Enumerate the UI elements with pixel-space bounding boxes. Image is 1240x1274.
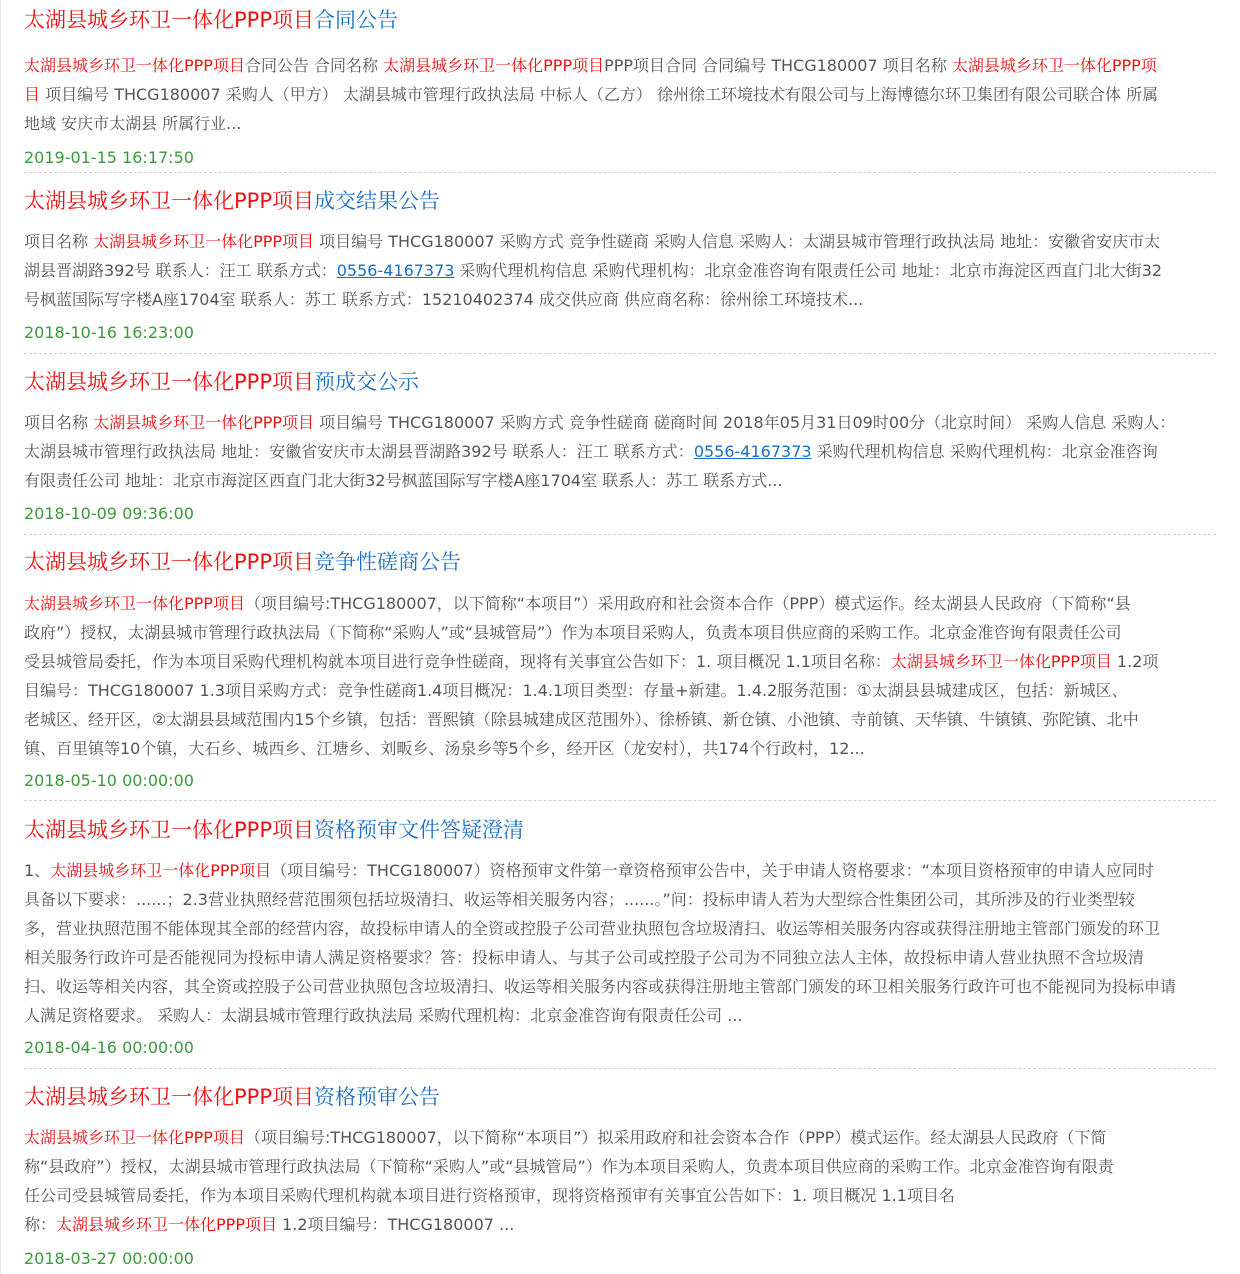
summary-text: （项目编号:THCG180007，以下简称“本项目”）拟采用政府和社会资本合作（PPP）模式运作。经太湖县人民政府（下简 (244, 1128, 1107, 1147)
result-summary (24, 51, 1216, 138)
summary-text: 号枫蓝国际写字楼A座1704室 联系人：苏工 联系方式：15210402374 成交供应商 供应商名称：徐州徐工环境技术... (24, 290, 864, 309)
summary-line (24, 408, 1216, 437)
summary-text: 多，营业执照范围不能体现其全部的经营内容，故投标申请人的全资或控股子公司营业执照包含垃圾清扫、收运等相关服务内容或获得注册地主管部门颁发的环卫 (24, 919, 1161, 938)
summary-line (24, 437, 1216, 466)
keyword-highlight: 目 (24, 85, 41, 104)
summary-text: 具备以下要求：......；2.3营业执照经营范围须包括垃圾清扫、收运等相关服务内容；......。”问：投标申请人若为大型综合性集团公司，其所涉及的行业类型较 (24, 890, 1135, 909)
title-suffix: 成交结果公告 (314, 189, 440, 213)
summary-text: 项目编号 THCG180007 采购方式 竞争性磋商 磋商时间 2018年05月31日09时00分（北京时间） 采购人信息 采购人： (314, 413, 1176, 432)
result-summary (24, 1123, 1216, 1239)
keyword-highlight: 太湖县城乡环卫一体化PPP项目 (50, 861, 272, 880)
result-title-link[interactable] (24, 6, 398, 34)
summary-text: 任公司受县城管局委托，作为本项目采购代理机构就本项目进行资格预审，现将资格预审有关事宜公告如下：1. 项目概况 1.1项目名 (24, 1186, 955, 1205)
result-title-link[interactable] (24, 548, 461, 576)
keyword-highlight: 太湖县城乡环卫一体化PPP项目 (93, 413, 315, 432)
keyword-highlight: 太湖县城乡环卫一体化PPP项目 (24, 594, 245, 613)
summary-text: 采购代理机构信息 采购代理机构：北京金准咨询 (811, 442, 1158, 461)
title-suffix: 资格预审文件答疑澄清 (314, 818, 524, 842)
summary-line (24, 227, 1216, 256)
title-suffix: 资格预审公告 (314, 1085, 440, 1109)
summary-text: 镇、百里镇等10个镇，大石乡、城西乡、江塘乡、刘畈乡、汤泉乡等5个乡，经开区（龙安村），共174个行政村，12... (24, 739, 865, 758)
title-suffix: 预成交公示 (314, 370, 419, 394)
summary-text: 称： (24, 1215, 57, 1234)
result-summary (24, 227, 1216, 314)
title-keyword: 太湖县城乡环卫一体化PPP项目 (24, 1085, 314, 1109)
summary-text: 合同公告 合同名称 (244, 56, 384, 75)
title-keyword: 太湖县城乡环卫一体化PPP项目 (24, 818, 314, 842)
summary-line (24, 256, 1216, 285)
summary-text: 人满足资格要求。 采购人：太湖县城市管理行政执法局 采购代理机构：北京金准咨询有限责任公司 ... (24, 1006, 743, 1025)
result-item (24, 6, 1216, 173)
summary-text: （项目编号:THCG180007，以下简称“本项目”）采用政府和社会资本合作（PPP）模式运作。经太湖县人民政府（下简称“县 (244, 594, 1131, 613)
result-date: 2018-10-16 16:23:00 (24, 323, 194, 342)
result-date: 2018-10-09 09:36:00 (24, 504, 194, 523)
summary-line (24, 972, 1216, 1001)
summary-line (24, 1181, 1216, 1210)
result-summary (24, 589, 1216, 763)
result-item (24, 368, 1216, 535)
result-title-link[interactable] (24, 187, 440, 215)
summary-text: 1.2项 (1111, 652, 1159, 671)
summary-text: 相关服务行政许可是否能视同为投标申请人满足资格要求？答：投标申请人、与其子公司或控股子公司为不同独立法人主体，故投标申请人营业执照不含垃圾清 (24, 948, 1145, 967)
summary-text: 扫、收运等相关内容，其全资或控股子公司营业执照包含垃圾清扫、收运等相关服务内容或获得注册地主管部门颁发的环卫相关服务行政许可也不能视同为投标申请 (24, 977, 1177, 996)
summary-line (24, 705, 1216, 734)
summary-text: PPP项目合同 合同编号 THCG180007 项目名称 (604, 56, 952, 75)
summary-text: 项目名称 (24, 413, 94, 432)
summary-line (24, 1001, 1216, 1030)
summary-text: 太湖县城市管理行政执法局 地址：安徽省安庆市太湖县晋湖路392号 联系人：汪工 联系方式： (24, 442, 694, 461)
summary-line (24, 618, 1216, 647)
summary-line (24, 647, 1216, 676)
summary-text: 称“县政府”）授权，太湖县城市管理行政执法局（下简称“采购人”或“县城管局”）作为本项目采购人，负责本项目供应商的采购工作。北京金准咨询有限责 (24, 1157, 1114, 1176)
summary-line (24, 914, 1216, 943)
summary-line (24, 51, 1216, 80)
title-keyword: 太湖县城乡环卫一体化PPP项目 (24, 8, 314, 32)
result-item (24, 548, 1216, 801)
result-title-link[interactable] (24, 1083, 440, 1111)
title-keyword: 太湖县城乡环卫一体化PPP项目 (24, 189, 314, 213)
summary-text: 政府”）授权，太湖县城市管理行政执法局（下简称“采购人”或“县城管局”）作为本项目采购人，负责本项目供应商的采购工作。北京金准咨询有限责任公司 (24, 623, 1122, 642)
phone-link[interactable]: 0556-4167373 (336, 261, 455, 280)
summary-line (24, 676, 1216, 705)
result-date: 2018-05-10 00:00:00 (24, 771, 194, 790)
summary-text: 项目编号 THCG180007 采购人（甲方） 太湖县城市管理行政执法局 中标人（乙方） 徐州徐工环境技术有限公司与上海博德尔环卫集团有限公司联合体 所属 (40, 85, 1159, 104)
summary-line (24, 856, 1216, 885)
keyword-highlight: 太湖县城乡环卫一体化PPP项 (951, 56, 1157, 75)
summary-text: 目编号：THCG180007 1.3项目采购方式：竞争性磋商1.4项目概况：1.4.1项目类型：存量+新建。1.4.2服务范围：①太湖县县城建成区，包括：新城区、 (24, 681, 1128, 700)
title-keyword: 太湖县城乡环卫一体化PPP项目 (24, 370, 314, 394)
result-date: 2019-01-15 16:17:50 (24, 148, 194, 167)
keyword-highlight: 太湖县城乡环卫一体化PPP项目 (24, 1128, 245, 1147)
summary-text: 受县城管局委托，作为本项目采购代理机构就本项目进行竞争性磋商，现将有关事宜公告如下：1. 项目概况 1.1项目名称： (24, 652, 891, 671)
summary-line (24, 589, 1216, 618)
summary-text: 1、 (24, 861, 51, 880)
summary-text: 地域 安庆市太湖县 所属行业... (24, 114, 242, 133)
summary-text: 1.2项目编号：THCG180007 ... (276, 1215, 515, 1234)
result-title-link[interactable] (24, 368, 419, 396)
summary-line (24, 943, 1216, 972)
result-title-link[interactable] (24, 816, 524, 844)
keyword-highlight: 太湖县城乡环卫一体化PPP项目 (56, 1215, 277, 1234)
summary-line (24, 734, 1216, 763)
summary-text: 采购代理机构信息 采购代理机构：北京金准咨询有限责任公司 地址：北京市海淀区西直门北大街32 (454, 261, 1163, 280)
title-keyword: 太湖县城乡环卫一体化PPP项目 (24, 550, 314, 574)
result-item (24, 187, 1216, 354)
summary-line (24, 1210, 1216, 1239)
summary-text: 项目编号 THCG180007 采购方式 竞争性磋商 采购人信息 采购人：太湖县城市管理行政执法局 地址：安徽省安庆市太 (314, 232, 1161, 251)
summary-line (24, 109, 1216, 138)
result-summary (24, 856, 1216, 1030)
summary-text: 老城区、经开区，②太湖县县域范围内15个乡镇，包括：晋熙镇（除县城建成区范围外）、徐桥镇、新仓镇、小池镇、寺前镇、天华镇、牛镇镇、弥陀镇、北中 (24, 710, 1139, 729)
summary-line (24, 1123, 1216, 1152)
result-summary (24, 408, 1216, 495)
keyword-highlight: 太湖县城乡环卫一体化PPP项目 (24, 56, 245, 75)
summary-line (24, 285, 1216, 314)
summary-line (24, 466, 1216, 495)
title-suffix: 竞争性磋商公告 (314, 550, 461, 574)
title-suffix: 合同公告 (314, 8, 398, 32)
phone-link[interactable]: 0556-4167373 (693, 442, 812, 461)
summary-line (24, 80, 1216, 109)
result-item (24, 1083, 1216, 1273)
summary-text: （项目编号：THCG180007）资格预审文件第一章资格预审公告中，关于申请人资格要求：“本项目资格预审的申请人应同时 (271, 861, 1154, 880)
result-date: 2018-04-16 00:00:00 (24, 1038, 194, 1057)
keyword-highlight: 太湖县城乡环卫一体化PPP项目 (383, 56, 605, 75)
result-date: 2018-03-27 00:00:00 (24, 1249, 194, 1268)
summary-text: 有限责任公司 地址：北京市海淀区西直门北大街32号枫蓝国际写字楼A座1704室 联系人：苏工 联系方式... (24, 471, 783, 490)
summary-text: 项目名称 (24, 232, 94, 251)
summary-line (24, 1152, 1216, 1181)
keyword-highlight: 太湖县城乡环卫一体化PPP项目 (93, 232, 315, 251)
keyword-highlight: 太湖县城乡环卫一体化PPP项目 (890, 652, 1112, 671)
summary-text: 湖县晋湖路392号 联系人：汪工 联系方式： (24, 261, 337, 280)
result-item (24, 816, 1216, 1069)
summary-line (24, 885, 1216, 914)
